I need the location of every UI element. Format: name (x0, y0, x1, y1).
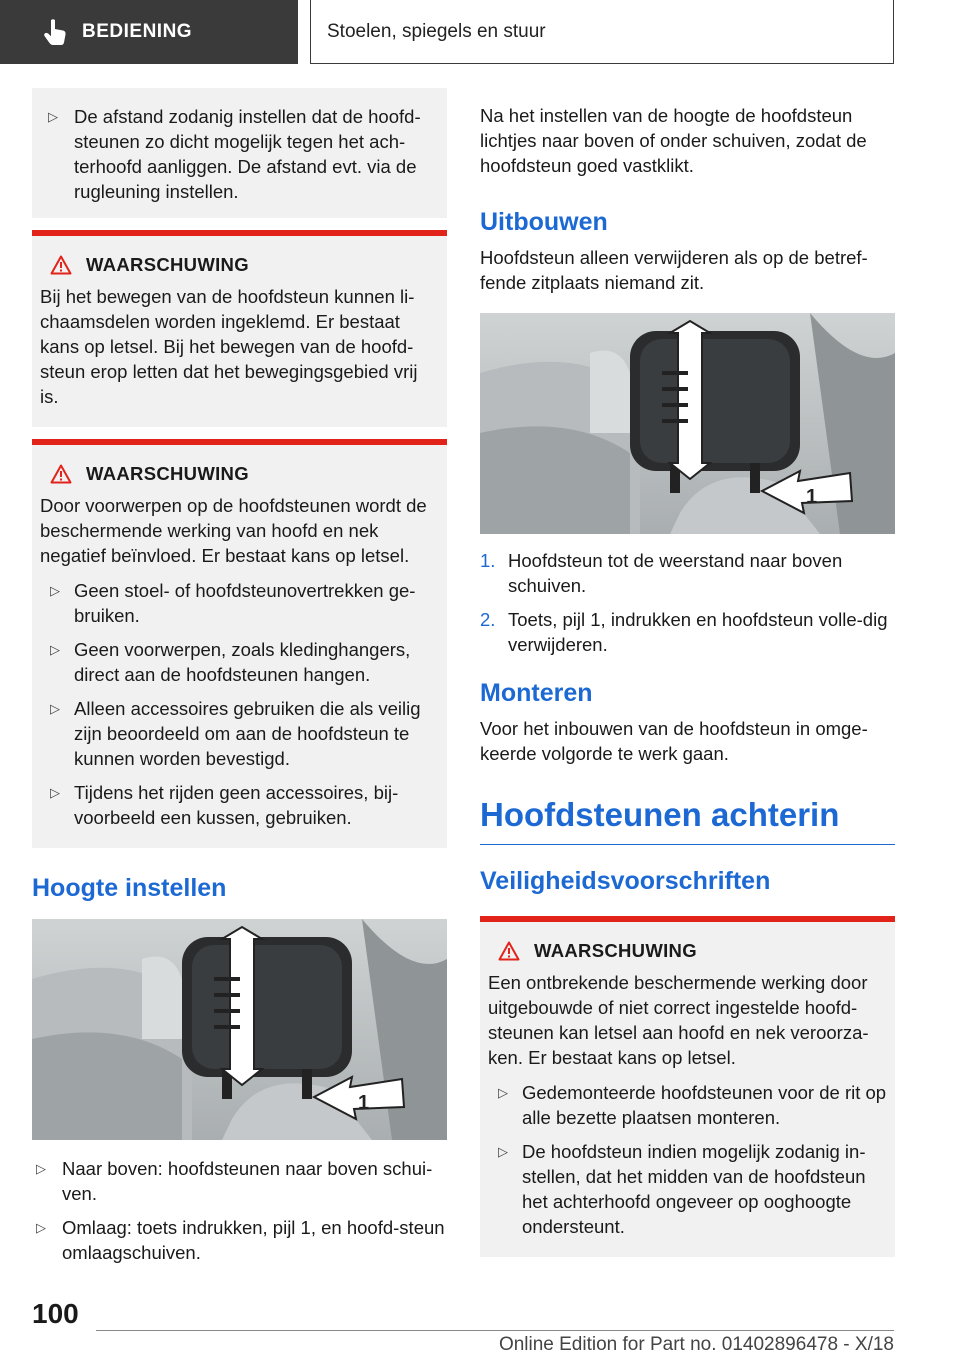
warning-text: Door voorwerpen op de hoofdsteunen wordt de beschermende werking van hoofd en nek negatief beïnvloed. Er bestaat kans op letsel. (40, 495, 427, 566)
list-item: ▷ De hoofdsteun indien mogelijk zodanig in-stellen, dat het midden van de hoofdsteun het achterhoofd ongeveer op ooghoogte ondersteunt. (498, 1141, 866, 1237)
remove-paragraph: Hoofdsteun alleen verwijderen als op de betref-fende zitplaats niemand zit. (480, 247, 868, 293)
callout-number: 1 (358, 1092, 370, 1114)
step-number: 2. (480, 609, 496, 630)
callout-number: 1 (806, 486, 818, 508)
warning-text: Bij het bewegen van de hoofdsteun kunnen li-chaamsdelen worden ingeklemd. Er bestaat kans op letsel. Bij het bewegen van de hoofd-steun erop letten dat het bewegingsgebied vrij is. (40, 286, 418, 407)
section-heading-remove: Uitbouwen (480, 208, 608, 236)
install-paragraph: Voor het inbouwen van de hoofdsteun in omge-keerde volgorde te werk gaan. (480, 718, 868, 764)
triangle-bullet-icon: ▷ (36, 1220, 46, 1235)
section-tab (0, 0, 298, 64)
list-item: ▷ Geen stoel- of hoofdsteunovertrekken ge-bruiken. (50, 580, 416, 626)
triangle-bullet-icon: ▷ (36, 1161, 46, 1176)
headrest-removal-image (480, 313, 895, 534)
section-heading-safety: Veiligheidsvoorschriften (480, 867, 771, 895)
section-label: BEDIENING (82, 21, 193, 42)
intro-note-box (32, 88, 447, 218)
heading-rule (480, 844, 895, 845)
list-item: ▷ Omlaag: toets indrukken, pijl 1, en hoofd-steun omlaagschuiven. (36, 1217, 445, 1263)
triangle-bullet-icon: ▷ (498, 1144, 508, 1159)
page-header (0, 0, 960, 66)
triangle-bullet-icon: ▷ (498, 1085, 508, 1100)
warning-box-2 (32, 439, 447, 848)
footer-divider (96, 1330, 894, 1331)
section-heading-install: Monteren (480, 679, 593, 707)
chapter-heading-rear: Hoofdsteunen achterin (480, 796, 840, 833)
list-item: 2. Toets, pijl 1, indrukken en hoofdsteun volle-dig verwijderen. (480, 609, 888, 655)
list-item: ▷ Tijdens het rijden geen accessoires, bij-voorbeeld een kussen, gebruiken. (50, 782, 399, 828)
section-heading-height: Hoogte instellen (32, 874, 227, 902)
intro-paragraph: Na het instellen van de hoogte de hoofdsteun lichtjes naar boven of onder schuiven, zodat de hoofdsteun goed vastklikt. (480, 105, 867, 176)
list-item: ▷ Alleen accessoires gebruiken die als veilig zijn beoordeeld om aan de hoofdsteun te kunnen worden bevestigd. (50, 698, 421, 769)
chapter-title: Stoelen, spiegels en stuur (310, 0, 894, 64)
list-item: ▷ Gedemonteerde hoofdsteunen voor de rit op alle bezette plaatsen monteren. (498, 1082, 887, 1128)
list-item: ▷ Naar boven: hoofdsteunen naar boven schui-ven. (36, 1158, 433, 1204)
warning-title: WAARSCHUWING (86, 463, 249, 484)
list-item: ▷ De afstand zodanig instellen dat de hoofd-steunen zo dicht mogelijk tegen het ach-terhoofd aanliggen. De afstand evt. via de rugleuning instellen. (48, 106, 421, 202)
warning-text: Een ontbrekende beschermende werking door uitgebouwde of niet correct ingestelde hoofd-steunen kan letsel aan hoofd en nek veroorza-ken. Er bestaat kans op letsel. (488, 972, 869, 1068)
right-column (480, 88, 895, 1257)
warning-triangle-icon (498, 941, 520, 961)
warning-box-3 (480, 916, 895, 1257)
left-column (32, 88, 447, 1265)
warning-box-1 (32, 230, 447, 427)
triangle-bullet-icon: ▷ (50, 701, 60, 716)
warning-title: WAARSCHUWING (534, 940, 697, 961)
hand-pointer-icon (40, 17, 70, 47)
warning-triangle-icon (50, 464, 72, 484)
page-number: 100 (32, 1298, 79, 1329)
edition-text: Online Edition for Part no. 01402896478 - X/18 (498, 1334, 894, 1355)
triangle-bullet-icon: ▷ (50, 642, 60, 657)
headrest-height-image (32, 919, 447, 1140)
warning-title: WAARSCHUWING (86, 254, 249, 275)
triangle-bullet-icon: ▷ (48, 109, 58, 124)
list-item: 1. Hoofdsteun tot de weerstand naar boven schuiven. (480, 550, 843, 596)
warning-triangle-icon (50, 255, 72, 275)
list-item: ▷ Geen voorwerpen, zoals kledinghangers, direct aan de hoofdsteunen hangen. (50, 639, 411, 685)
step-number: 1. (480, 550, 496, 571)
triangle-bullet-icon: ▷ (50, 583, 60, 598)
triangle-bullet-icon: ▷ (50, 785, 60, 800)
